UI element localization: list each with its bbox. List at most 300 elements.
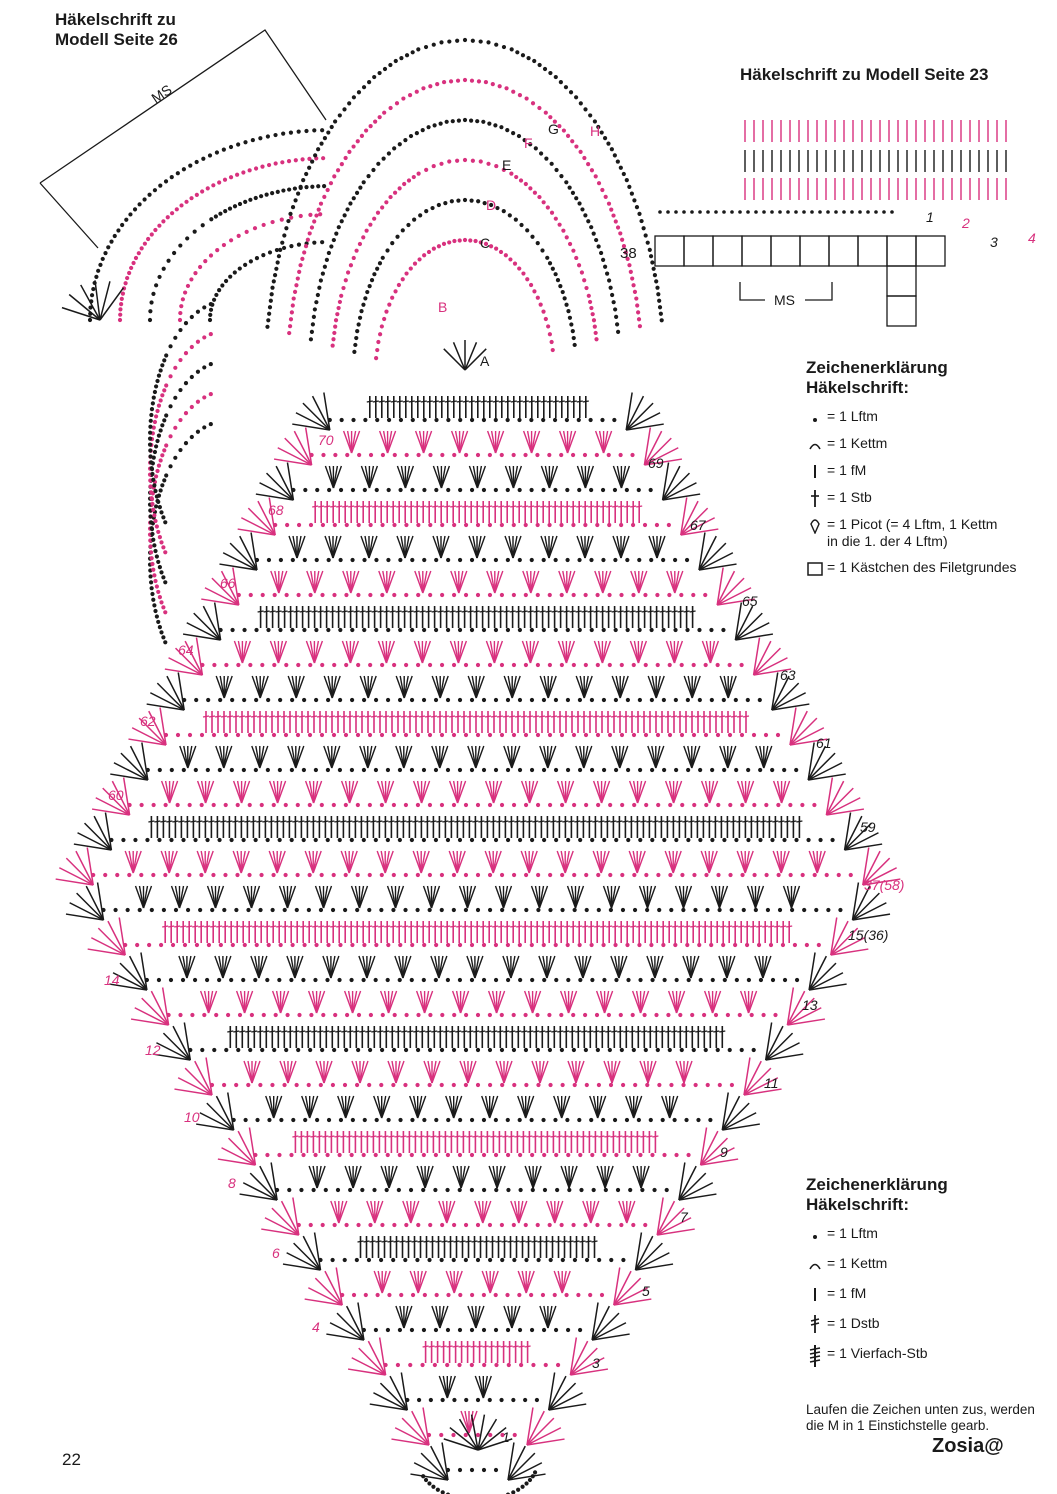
- chain-dot: [470, 838, 474, 842]
- stitch-bar: [427, 401, 433, 402]
- chain-dot: [404, 663, 408, 667]
- stitch-bar: [341, 1031, 347, 1032]
- chain-dot: [476, 523, 480, 527]
- stitch-bar: [706, 821, 712, 822]
- chain-dot: [714, 1013, 718, 1017]
- chain-dot: [601, 488, 605, 492]
- chain-dot: [440, 453, 444, 457]
- chain-dot: [464, 733, 468, 737]
- stitch-bar: [508, 1241, 514, 1242]
- chain-dot: [597, 1258, 601, 1262]
- chain-dot: [446, 1328, 450, 1332]
- stitch-bar: [606, 926, 612, 927]
- chain-dot: [530, 768, 534, 772]
- chain-dot: [280, 160, 284, 164]
- chain-dot: [372, 217, 376, 221]
- stitch-bar: [442, 1241, 448, 1242]
- chain-dot: [246, 1083, 250, 1087]
- stitch-bar: [550, 1136, 556, 1137]
- chain-dot: [148, 442, 152, 446]
- chain-dot: [745, 943, 749, 947]
- chain-dot: [626, 978, 630, 982]
- chain-dot: [200, 189, 204, 193]
- chain-dot: [790, 908, 794, 912]
- chain-dot: [397, 1188, 401, 1192]
- stitch-bar: [330, 611, 336, 612]
- chain-dot: [630, 192, 634, 196]
- stitch-bar: [477, 1346, 483, 1347]
- chain-dot: [632, 803, 636, 807]
- chain-dot: [350, 838, 354, 842]
- chain-dot: [554, 75, 558, 79]
- chain-dot: [271, 873, 275, 877]
- chain-dot: [536, 593, 540, 597]
- chain-dot: [422, 768, 426, 772]
- chain-dot: [488, 1258, 492, 1262]
- chain-dot: [295, 908, 299, 912]
- chain-dot: [542, 943, 546, 947]
- stitch-bar: [293, 1031, 299, 1032]
- chain-dot: [434, 943, 438, 947]
- chain-dot: [584, 286, 588, 290]
- chain-dot: [214, 1013, 218, 1017]
- chain-dot: [446, 628, 450, 632]
- chain-dot: [398, 838, 402, 842]
- chain-dot: [314, 838, 318, 842]
- stitch-bar: [418, 821, 424, 822]
- chain-dot: [157, 978, 161, 982]
- chain-dot: [602, 768, 606, 772]
- stitch-bar: [778, 821, 784, 822]
- chain-dot: [160, 393, 164, 397]
- stitch-bar: [574, 821, 580, 822]
- stitch-bar: [293, 716, 299, 717]
- stitch-bar: [486, 506, 492, 507]
- chain-dot: [424, 168, 428, 172]
- chain-dot: [528, 186, 532, 190]
- stitch-bar: [358, 821, 364, 822]
- chain-dot: [607, 1013, 611, 1017]
- chain-dot: [362, 1153, 366, 1157]
- chain-dot: [129, 266, 133, 270]
- stitch-bar: [629, 716, 635, 717]
- stitch-bar: [478, 1136, 484, 1137]
- stitch-bar: [532, 1241, 538, 1242]
- chain-dot: [140, 246, 144, 250]
- stitch-bar: [784, 821, 790, 822]
- chain-dot: [560, 663, 564, 667]
- stitch-bar: [630, 611, 636, 612]
- chain-dot: [368, 284, 372, 288]
- chain-dot: [511, 90, 515, 94]
- stitch-bar: [514, 1241, 520, 1242]
- chain-dot: [697, 943, 701, 947]
- stitch-bar: [306, 926, 312, 927]
- chain-dot: [428, 733, 432, 737]
- chain-dot: [667, 523, 671, 527]
- chain-dot: [813, 873, 817, 877]
- chain-dot: [243, 943, 247, 947]
- chain-dot: [428, 453, 432, 457]
- fan-stitch: [465, 342, 476, 370]
- stitch-bar: [262, 821, 268, 822]
- chain-dot: [270, 191, 274, 195]
- chain-dot: [331, 1083, 335, 1087]
- chain-dot: [800, 803, 804, 807]
- stitch-columns: [56, 280, 901, 1480]
- chain-dot: [644, 873, 648, 877]
- chain-dot: [376, 211, 380, 215]
- chain-dot: [118, 307, 122, 311]
- chain-dot: [613, 488, 617, 492]
- stitch-bar: [730, 821, 736, 822]
- chain-dot: [482, 558, 486, 562]
- chain-dot: [403, 1083, 407, 1087]
- stitch-bar: [688, 821, 694, 822]
- chain-dot: [488, 873, 492, 877]
- chain-dot: [568, 242, 572, 246]
- chain-dot: [362, 978, 366, 982]
- chain-dot: [440, 1258, 444, 1262]
- chain-dot: [309, 523, 313, 527]
- chain-dot: [500, 593, 504, 597]
- stitch-bar: [508, 821, 514, 822]
- stitch-bar: [707, 1031, 713, 1032]
- chain-dot: [442, 242, 446, 246]
- chain-dot: [783, 978, 787, 982]
- chain-dot: [616, 330, 620, 334]
- chain-dot: [488, 453, 492, 457]
- stitch-bar: [384, 506, 390, 507]
- stitch-bar: [612, 926, 618, 927]
- chain-dot: [163, 610, 167, 614]
- chain-dot: [645, 908, 649, 912]
- chain-dot: [410, 558, 414, 562]
- stitch-bar: [412, 821, 418, 822]
- chain-dot: [155, 469, 159, 473]
- chain-dot: [199, 873, 203, 877]
- chain-dot: [150, 908, 154, 912]
- stitch-bar: [456, 926, 462, 927]
- chain-dot: [556, 1363, 560, 1367]
- chain-dot: [698, 768, 702, 772]
- chain-dot: [194, 768, 198, 772]
- chain-dot: [565, 488, 569, 492]
- chain-dot: [452, 523, 456, 527]
- chain-dot: [493, 123, 497, 127]
- chain-dot: [178, 448, 182, 452]
- chain-dot: [566, 838, 570, 842]
- chain-dot: [530, 943, 534, 947]
- stitch-bar: [453, 1346, 459, 1347]
- chain-dot: [203, 259, 207, 263]
- chain-dot: [168, 374, 172, 378]
- chain-dot: [348, 201, 352, 205]
- chain-dot: [365, 290, 369, 294]
- stitch-bar: [192, 926, 198, 927]
- chain-dot: [361, 235, 365, 239]
- chain-dot: [548, 908, 552, 912]
- chain-dot: [524, 1013, 528, 1017]
- chain-dot: [554, 217, 558, 221]
- chain-dot: [432, 43, 436, 47]
- chain-dot: [499, 1398, 503, 1402]
- chain-dot: [360, 1188, 364, 1192]
- chain-dot: [692, 803, 696, 807]
- chain-dot: [499, 250, 503, 254]
- chain-dot: [488, 1433, 492, 1437]
- stitch-bar: [360, 506, 366, 507]
- chain-dot: [506, 488, 510, 492]
- chain-dot: [537, 106, 541, 110]
- stitch-bar: [684, 926, 690, 927]
- stitch-bar: [492, 611, 498, 612]
- chain-dot: [326, 943, 330, 947]
- chain-dot: [621, 1083, 625, 1087]
- chain-dot: [547, 1013, 551, 1017]
- chain-dot: [331, 1258, 335, 1262]
- chain-dot: [491, 82, 495, 86]
- chain-dot: [153, 390, 157, 394]
- stitch-bar: [532, 1136, 538, 1137]
- stitch-bar: [568, 821, 574, 822]
- chain-dot: [464, 1433, 468, 1437]
- chain-dot: [279, 943, 283, 947]
- chain-dot: [209, 422, 213, 426]
- chain-dot: [505, 128, 509, 132]
- chain-dot: [302, 768, 306, 772]
- stitch-bar: [641, 1031, 647, 1032]
- chain-dot: [440, 873, 444, 877]
- stitch-bar: [628, 821, 634, 822]
- stitch-bar: [660, 926, 666, 927]
- stitch-bar: [576, 611, 582, 612]
- chain-dot: [600, 188, 604, 192]
- chain-dot: [577, 488, 581, 492]
- chain-dot: [673, 943, 677, 947]
- stitch-bar: [714, 926, 720, 927]
- chain-dot: [403, 908, 407, 912]
- chain-dot: [416, 593, 420, 597]
- chain-dot: [155, 409, 159, 413]
- chain-dot: [705, 908, 709, 912]
- chain-dot: [349, 263, 353, 267]
- stitch-bar: [526, 1241, 532, 1242]
- chain-dot: [370, 278, 374, 282]
- stitch-bar: [263, 716, 269, 717]
- chain-dot: [512, 1013, 516, 1017]
- chain-dot: [566, 1328, 570, 1332]
- chain-dot: [153, 188, 157, 192]
- chain-dot: [596, 1048, 600, 1052]
- chain-dot: [709, 628, 713, 632]
- filet-square: [742, 236, 771, 266]
- chain-dot: [488, 1223, 492, 1227]
- chain-dot: [327, 488, 331, 492]
- chain-dot: [155, 614, 159, 618]
- stitch-bar: [540, 611, 546, 612]
- chain-dot: [320, 873, 324, 877]
- chain-dot: [156, 560, 160, 564]
- chain-dot: [535, 1013, 539, 1017]
- chain-dot: [452, 1083, 456, 1087]
- chain-dot: [208, 318, 212, 322]
- chain-dot: [608, 1048, 612, 1052]
- chain-dot: [566, 768, 570, 772]
- chain-dot: [152, 603, 156, 607]
- stitch-bar: [517, 401, 523, 402]
- chain-dot: [470, 698, 474, 702]
- chain-dot: [254, 628, 258, 632]
- chain-dot: [554, 272, 558, 276]
- chain-dot: [470, 1188, 474, 1192]
- stitch-bar: [654, 926, 660, 927]
- stitch-bar: [496, 1241, 502, 1242]
- chain-dot: [434, 838, 438, 842]
- chain-dot: [482, 1328, 486, 1332]
- chain-dot: [560, 873, 564, 877]
- chain-dot: [650, 1153, 654, 1157]
- chain-dot: [374, 1328, 378, 1332]
- chain-dot: [691, 593, 695, 597]
- chain-dot: [198, 265, 202, 269]
- stitch-bar: [172, 821, 178, 822]
- stitch-bar: [473, 716, 479, 717]
- stitch-bar: [252, 926, 258, 927]
- chain-dot: [189, 277, 193, 281]
- chain-dot: [270, 286, 274, 290]
- stitch-bar: [762, 926, 768, 927]
- chain-dot: [446, 838, 450, 842]
- chain-dot: [274, 1013, 278, 1017]
- chain-dot: [356, 593, 360, 597]
- chain-dot: [345, 453, 349, 457]
- stitch-bar: [445, 401, 451, 402]
- chain-dot: [313, 1153, 317, 1157]
- stitch-bar: [474, 611, 480, 612]
- stitch-bar: [516, 506, 522, 507]
- chain-dot: [662, 768, 666, 772]
- chain-dot: [150, 466, 154, 470]
- chain-dot: [178, 388, 182, 392]
- chain-dot: [157, 374, 161, 378]
- chain-dot: [313, 978, 317, 982]
- chain-dot: [162, 478, 166, 482]
- chain-dot: [590, 768, 594, 772]
- chain-dot: [374, 768, 378, 772]
- chain-dot: [470, 943, 474, 947]
- chain-dot: [248, 198, 252, 202]
- chain-dot: [446, 698, 450, 702]
- chain-dot: [323, 265, 327, 269]
- chain-dot: [398, 558, 402, 562]
- chain-dot: [479, 159, 483, 163]
- fan-stitch: [444, 349, 465, 370]
- stitch-bar: [317, 1031, 323, 1032]
- chain-dot: [805, 943, 809, 947]
- chain-dot: [319, 908, 323, 912]
- chain-dot: [542, 978, 546, 982]
- chain-dot: [723, 978, 727, 982]
- stitch-bar: [768, 926, 774, 927]
- chain-dot: [333, 453, 337, 457]
- chain-dot: [568, 316, 572, 320]
- chain-dot: [356, 1048, 360, 1052]
- chain-dot: [766, 908, 770, 912]
- chain-dot: [317, 286, 321, 290]
- stitch-bar: [534, 611, 540, 612]
- chain-dot: [209, 308, 213, 312]
- chain-dot: [577, 201, 581, 205]
- chain-dot: [407, 178, 411, 182]
- chain-dot: [159, 540, 163, 544]
- chain-dot: [217, 838, 221, 842]
- chain-dot: [536, 1083, 540, 1087]
- chain-dot: [229, 175, 233, 179]
- stitch-bar: [570, 506, 576, 507]
- stitch-bar: [276, 611, 282, 612]
- stitch-bar: [492, 926, 498, 927]
- stitch-bar: [725, 716, 731, 717]
- chain-dot: [188, 733, 192, 737]
- chain-dot: [531, 101, 535, 105]
- chain-dot: [440, 663, 444, 667]
- stitch-bar: [664, 821, 670, 822]
- stitch-bar: [466, 821, 472, 822]
- stitch-bar: [318, 506, 324, 507]
- chain-dot: [152, 396, 156, 400]
- chain-dot: [346, 270, 350, 274]
- chain-dot: [580, 270, 584, 274]
- chain-dot: [297, 523, 301, 527]
- chain-dot: [159, 570, 163, 574]
- chain-dot: [583, 453, 587, 457]
- chain-dot: [596, 663, 600, 667]
- chain-dot: [242, 838, 246, 842]
- chain-dot: [481, 120, 485, 124]
- chain-dot: [452, 1048, 456, 1052]
- chain-dot: [387, 1118, 391, 1122]
- stitch-bar: [280, 821, 286, 822]
- chain-dot: [649, 1118, 653, 1122]
- chain-dot: [354, 336, 358, 340]
- stitch-bar: [713, 716, 719, 717]
- stitch-bar: [286, 821, 292, 822]
- chain-dot: [340, 219, 344, 223]
- stitch-bar: [304, 821, 310, 822]
- chain-dot: [422, 488, 426, 492]
- chain-dot: [253, 226, 257, 230]
- chain-dot: [578, 698, 582, 702]
- chain-dot: [287, 1188, 291, 1192]
- chain-dot: [402, 182, 406, 186]
- stitch-bar: [370, 1241, 376, 1242]
- chain-dot: [446, 768, 450, 772]
- chain-dot: [524, 182, 528, 186]
- stitch-bar: [323, 1031, 329, 1032]
- stitch-bar: [744, 926, 750, 927]
- chain-dot: [439, 121, 443, 125]
- chain-dot: [422, 253, 426, 257]
- chain-dot: [356, 873, 360, 877]
- chain-dot: [518, 698, 522, 702]
- chain-dot: [367, 80, 371, 84]
- chain-dot: [818, 838, 822, 842]
- stitch-bar: [508, 1136, 514, 1137]
- chain-dot: [321, 1013, 325, 1017]
- chain-dot: [594, 337, 598, 341]
- chain-dot: [408, 1363, 412, 1367]
